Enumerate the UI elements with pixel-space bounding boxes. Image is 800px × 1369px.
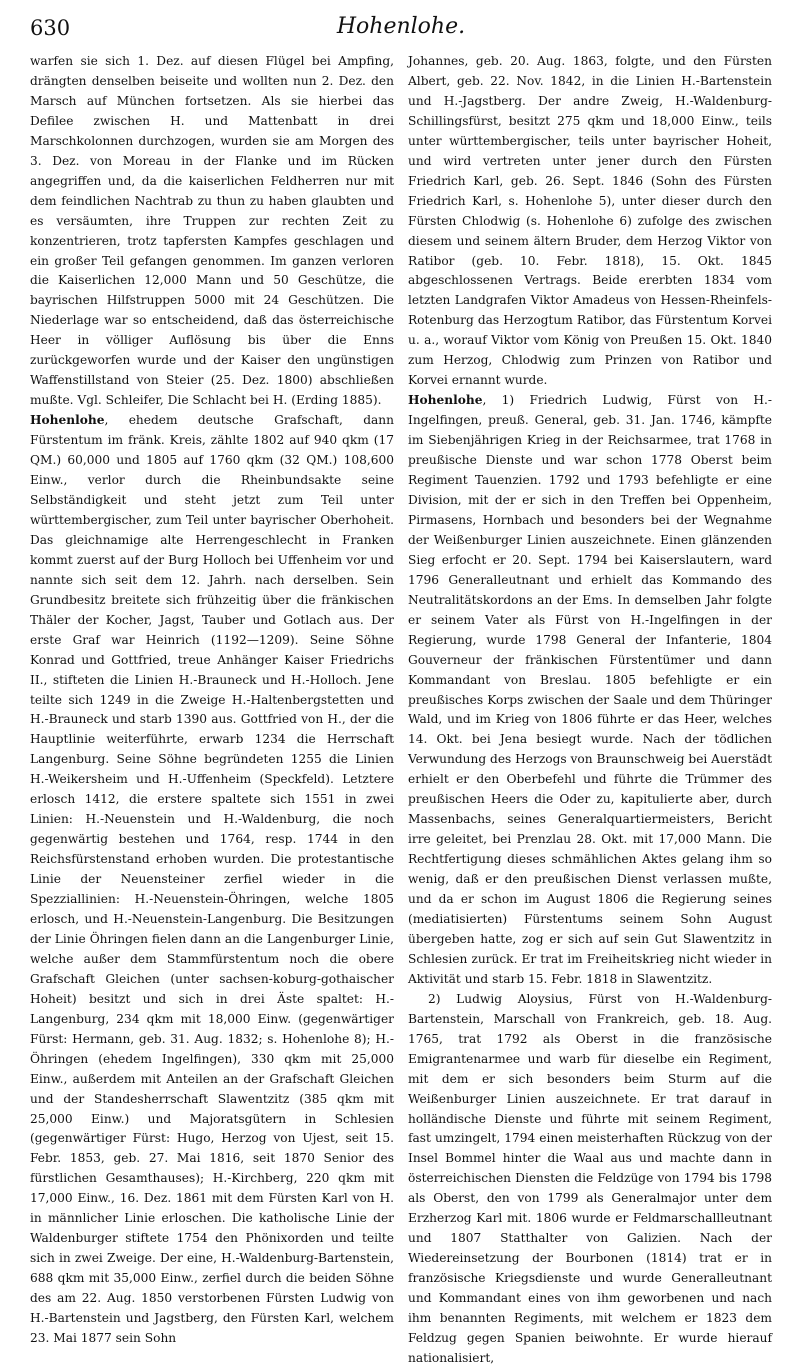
running-title: Hohenlohe. — [336, 14, 466, 39]
entry-paragraph — [30, 411, 394, 1349]
left-column — [30, 52, 394, 1345]
entry-headword: Hohenlohe — [30, 413, 105, 428]
page-number: 630 — [30, 16, 71, 40]
entry-text: , 1) Friedrich Ludwig, Fürst von H.-Ingelfingen, preuß. General, geb. 31. Jan. 1746, kämpfte im Siebenjährigen Krieg in der Reichsarmee, trat 1768 in preußische Dienste und war schon 1778 Oberst beim Regiment Tauenzien. 1792 und 1793 befehligte er eine Division, mit der er sich in den Treffen bei Oppenheim, Pirmasens, Hornbach und besonders bei der Wegnahme der Weißenburger Linien auszeichnete. Einen glänzenden Sieg erfocht er 20. Sept. 1794 bei Kaiserslautern, ward 1796 Generalleutnant und erhielt das Kommando des Neutralitätskordons an der Ems. In demselben Jahr folgte er seinem Vater als Fürst von H.-Ingelfingen in der Regierung, wurde 1798 General der Infanterie, 1804 Gouverneur der fränkischen Fürstentümer und dann Kommandant von Breslau. 1805 befehligte er ein preußisches Korps zwischen der Saale und dem Thüringer Wald, und im Krieg von 1806 führte er das Heer, welches 14. Okt. bei Jena besiegt wurde. Nach der tödlichen Verwundung des Herzogs von Braunschweig bei Auerstädt erhielt er den Oberbefehl und führte die Trümmer des preußischen Heers die Oder zu, kapitulierte aber, durch Massenbachs, seines Generalquartiermeisters, Bericht irre geleitet, bei Prenzlau 28. Okt. mit 17,000 Mann. Die Rechtfertigung dieses schmählichen Aktes gelang ihm so wenig, daß er den preußischen Dienst verlassen mußte, und da er schon im August 1806 die Regierung seines (mediatisierten) Fürstentums seinem Sohn August übergeben hatte, zog er sich auf sein Gut Slawentzitz in Schlesien zurück. Er trat im Freiheitskrieg nicht wieder in Aktivität und starb 15. Febr. 1818 in Slawentzitz. — [408, 393, 772, 986]
paragraph: 2) Ludwig Aloysius, Fürst von H.-Waldenburg-Bartenstein, Marschall von Frankreich, geb. 18. Aug. 1765, trat 1792 als Oberst in die französische Emigrantenarmee und warb für dieselbe ein Regiment, mit dem er sich besonders beim Sturm auf die Weißenburger Linien auszeichnete. Er trat darauf in holländische Dienste und führte mit seinem Regiment, fast umzingelt, 1794 einen meisterhaften Rückzug von der Insel Bommel hinter die Waal aus und machte dann in österreichischen Diensten die Feldzüge von 1794 bis 1798 als Oberst, den von 1799 als Generalmajor unter dem Erzherzog Karl mit. 1806 wurde er Feldmarschallleutnant und 1807 Statthalter von Galizien. Nach der Wiedereinsetzung der Bourbonen (1814) trat er in französische Kriegsdienste und wurde Generalleutnant und Kommandant eines von ihm geworbenen und nach ihm benannten Regiments, mit welchem er 1823 dem Feldzug gegen Spanien beiwohnte. Er wurde hierauf nationalisiert, — [408, 991, 772, 1365]
paragraph: Johannes, geb. 20. Aug. 1863, folgte, und den Fürsten Albert, geb. 22. Nov. 1842, in die Linien H.-Bartenstein und H.-Jagstberg. Der andre Zweig, H.-Waldenburg-Schillingsfürst, besitzt 275 qkm und 18,000 Einw., teils unter württembergischer, teils unter bayrischer Hoheit, und wird vertreten unter jener durch den Fürsten Friedrich Karl, geb. 26. Sept. 1846 (Sohn des Fürsten Friedrich Karl, s. Hohenlohe 5), unter dieser durch den Fürsten Chlodwig (s. Hohenlohe 6) zufolge des zwischen diesem und seinem ältern Bruder, dem Herzog Viktor von Ratibor (geb. 10. Febr. 1818), 15. Okt. 1845 abgeschlossenen Vertrags. Beide ererbten 1834 vom letzten Landgrafen Viktor Amadeus von Hessen-Rheinfels-Rotenburg das Herzogtum Ratibor, das Fürstentum Korvei u. a., worauf Viktor vom König von Preußen 15. Okt. 1840 zum Herzog, Chlodwig zum Prinzen von Ratibor und Korvei ernannt wurde. — [408, 54, 772, 388]
right-column — [408, 52, 772, 1365]
entry-headword: Hohenlohe — [408, 393, 483, 408]
text-columns — [30, 52, 772, 1365]
entry-paragraph — [408, 391, 772, 990]
entry-text: , ehedem deutsche Grafschaft, dann Fürstentum im fränk. Kreis, zählte 1802 auf 940 qkm (17 QM.) 60,000 und 1805 auf 1760 qkm (32 QM.) 108,600 Einw., verlor durch die Rheinbundsakte seine Selbständigkeit und steht jetzt zum Teil unter württembergischer, zum Teil unter bayrischer Oberhoheit. Das gleichnamige alte Herrengeschlecht in Franken kommt zuerst auf der Burg Holloch bei Uffenheim vor und nannte sich seit dem 12. Jahrh. nach derselben. Sein Grundbesitz breitete sich frühzeitig über die fränkischen Thäler der Kocher, Jagst, Tauber und Gotlach aus. Der erste Graf war Heinrich (1192—1209). Seine Söhne Konrad und Gottfried, treue Anhänger Kaiser Friedrichs II., stifteten die Linien H.-Brauneck und H.-Holloch. Jene teilte sich 1249 in die Zweige H.-Haltenbergstetten und H.-Brauneck und starb 1390 aus. Gottfried von H., der die Hauptlinie weiterführte, erwarb 1234 die Herrschaft Langenburg. Seine Söhne begründeten 1255 die Linien H.-Weikersheim und H.-Uffenheim (Speckfeld). Letztere erlosch 1412, die erstere spaltete sich 1551 in zwei Linien: H.-Neuenstein und H.-Waldenburg, die noch gegenwärtig bestehen und 1764, resp. 1744 in den Reichsfürstenstand erhoben wurden. Die protestantische Linie der Neuensteiner zerfiel wieder in die Spezziallinien: H.-Neuenstein-Öhringen, welche 1805 erlosch, und H.-Neuenstein-Langenburg. Die Besitzungen der Linie Öhringen fielen dann an die Langenburger Linie, welche außer dem Stammfürstentum noch die obere Grafschaft Gleichen (unter sachsen-koburg-gothaischer Hoheit) besitzt und sich in drei Äste spaltet: H.-Langenburg, 234 qkm mit 18,000 Einw. (gegenwärtiger Fürst: Hermann, geb. 31. Aug. 1832; s. Hohenlohe 8); H.-Öhringen (ehedem Ingelfingen), 330 qkm mit 25,000 Einw., außerdem mit Anteilen an der Grafschaft Gleichen und der Standesherrschaft Slawentzitz (385 qkm mit 25,000 Einw.) und Majoratsgütern in Schlesien (gegenwärtiger Fürst: Hugo, Herzog von Ujest, seit 15. Febr. 1853, geb. 27. Mai 1816, seit 1870 Senior des fürstlichen Gesamthauses); H.-Kirchberg, 220 qkm mit 17,000 Einw., 16. Dez. 1861 mit dem Fürsten Karl von H. in männlicher Linie erloschen. Die katholische Linie der Waldenburger stiftete 1754 den Phönixorden und teilte sich in zwei Zweige. Der eine, H.-Waldenburg-Bartenstein, 688 qkm mit 35,000 Einw., zerfiel durch die beiden Söhne des am 22. Aug. 1850 verstorbenen Fürsten Ludwig von H.-Bartenstein und Jagstberg, den Fürsten Karl, welchem 23. Mai 1877 sein Sohn — [30, 413, 394, 1345]
page-header — [30, 12, 772, 44]
paragraph: warfen sie sich 1. Dez. auf diesen Flügel bei Ampfing, drängten denselben beiseite und wollten nun 2. Dez. den Marsch auf München fortsetzen. Als sie hierbei das Defilee zwischen H. und Mattenbatt in drei Marschkolonnen durchzogen, wurden sie am Morgen des 3. Dez. von Moreau in der Flanke und im Rücken angegriffen und, da die kaiserlichen Feldherren nur mit dem feindlichen Nachtrab zu thun zu haben glaubten und es versäumten, ihre Truppen zur rechten Zeit zu konzentrieren, trotz tapfersten Kampfes geschlagen und ein großer Teil gefangen genommen. Im ganzen verloren die Kaiserlichen 12,000 Mann und 50 Geschütze, die bayrischen Hilfstruppen 5000 mit 24 Geschützen. Die Niederlage war so entscheidend, daß das österreichische Heer in völliger Auflösung bis über die Enns zurückgeworfen wurde und der Kaiser den ungünstigen Waffenstillstand von Steier (25. Dez. 1800) abschließen mußte. Vgl. Schleifer, Die Schlacht bei H. (Erding 1885). — [30, 54, 394, 408]
